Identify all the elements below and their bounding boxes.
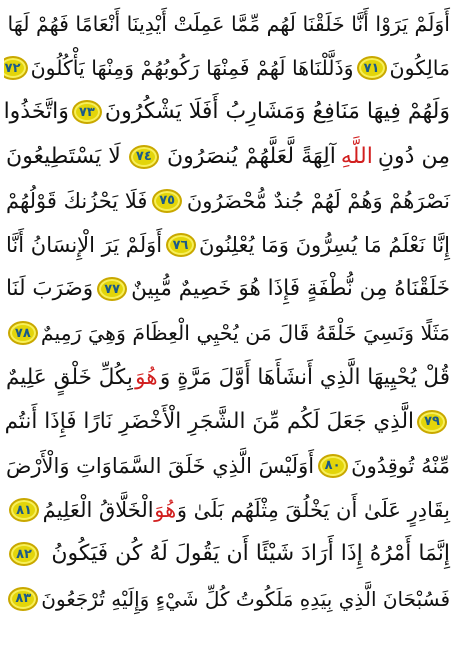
verse-text: آلِهَةً لَّعَلَّهُمْ يُنصَرُونَ [166,143,336,169]
verse-text: الْخَلَّاقُ الْعَلِيمُ [42,498,154,523]
ayah-number-marker [72,100,102,124]
ayah-number-marker [8,587,38,611]
ayah-number: ٧٩ [424,414,440,430]
verse-text: وَذَلَّلْنَاهَا لَهُمْ فَمِنْهَا رَكُوبُهُمْ وَمِنْهَا يَأْكُلُونَ [30,56,354,81]
ayah-number-marker [152,189,182,213]
ayah-number: ٧٧ [104,281,121,297]
ayah-number-marker [4,56,28,80]
ayah-number: ٧٨ [14,325,31,341]
text-line [4,400,452,444]
verse-text: وَضَرَبَ لَنَا [6,276,94,302]
ayah-number: ٧١ [363,60,380,76]
text-line [4,223,452,267]
verse-text: فَلَا يَحْزُنكَ قَوْلُهُمْ [6,188,148,213]
verse-text: مَالِكُونَ [389,56,450,81]
verse-lines [4,2,452,665]
ayah-number: ٧٥ [159,193,176,209]
verse-text: أَوَلَمْ يَرَوْا أَنَّا خَلَقْنَا لَهُم مِّمَّا عَمِلَتْ أَيْدِينَا أَنْعَامًا فَهُمْ لَهَا [7,12,450,37]
ayah-number: ٧٦ [172,237,189,253]
ayah-number: ٧٤ [135,149,152,165]
ayah-number-marker [8,321,38,345]
ayah-number: ٧٣ [78,104,95,120]
text-line [4,488,452,532]
verse-text: بِكُلِّ خَلْقٍ عَلِيمٌ [6,364,133,390]
ayah-number-marker [9,542,39,566]
divine-name-text: اللَّهِ [340,143,373,169]
ayah-number-marker [129,145,159,169]
ayah-number: ٧٢ [4,60,21,76]
verse-text: وَلَهُمْ فِيهَا مَنَافِعُ وَمَشَارِبُ أَفَلَا يَشْكُرُونَ [104,99,450,125]
text-line [4,311,452,355]
verse-text: مِن دُونِ [377,143,450,169]
verse-text: إِنَّا نَعْلَمُ مَا يُسِرُّونَ وَمَا يُعْلِنُونَ [198,233,450,258]
ayah-number-marker [166,233,196,257]
text-line [4,356,452,400]
text-line [4,46,452,90]
divine-name-text: هُوَ [135,364,158,390]
verse-text: بِقَادِرٍ عَلَىٰ أَن يَخْلُقَ مِثْلَهُم بَلَىٰ وَ [176,498,450,523]
ayah-number-marker [357,56,387,80]
verse-text: الَّذِي جَعَلَ لَكُم مِّنَ الشَّجَرِ الْأَخْضَرِ نَارًا فَإِذَا أَنتُم [4,408,414,434]
ayah-number-marker [97,277,127,301]
verse-text: خَلَقْنَاهُ مِن نُّطْفَةٍ فَإِذَا هُوَ خَصِيمٌ مُّبِينٌ [131,276,450,302]
verse-text: فَسُبْحَانَ الَّذِي بِيَدِهِ مَلَكُوتُ كُلِّ شَيْءٍ وَإِلَيْهِ تُرْجَعُونَ [41,586,450,611]
verse-text: أَوَلَمْ يَرَ الْإِنسَانُ أَنَّا [6,233,163,258]
verse-text: قُلْ يُحْيِيهَا الَّذِي أَنشَأَهَا أَوَّلَ مَرَّةٍ وَ [159,364,450,390]
ayah-number: ٨٠ [324,458,341,474]
ayah-number: ٨١ [16,502,32,518]
text-line [4,532,452,576]
ayah-number-marker [417,410,447,434]
verse-text: إِنَّمَا أَمْرُهُ إِذَا أَرَادَ شَيْئًا أَن يَقُولَ لَهُ كُن فَيَكُونُ [51,541,450,567]
text-line [4,179,452,223]
verse-text: نَصْرَهُمْ وَهُمْ لَهُمْ جُندٌ مُّحْضَرُونَ [186,188,450,213]
text-line [4,90,452,134]
text-line [4,2,452,46]
text-line [4,135,452,179]
text-line [4,444,452,488]
text-line [4,576,452,620]
ayah-number-marker [9,498,39,522]
verse-text: مِّنْهُ تُوقِدُونَ [351,453,450,478]
verse-text: وَاتَّخَذُوا [4,99,69,125]
verse-text: مَثَلًا وَنَسِيَ خَلْقَهُ قَالَ مَن يُحْيِي الْعِظَامَ وَهِيَ رَمِيمٌ [40,321,450,346]
ayah-number: ٨٣ [15,591,32,607]
verse-text: لَا يَسْتَطِيعُونَ [6,143,121,169]
ayah-number: ٨٢ [16,546,32,562]
text-line [4,267,452,311]
verse-text: أَوَلَيْسَ الَّذِي خَلَقَ السَّمَاوَاتِ وَالْأَرْضَ [6,453,315,478]
divine-name-text: هُوَ [154,498,177,523]
ayah-number-marker [318,454,348,478]
